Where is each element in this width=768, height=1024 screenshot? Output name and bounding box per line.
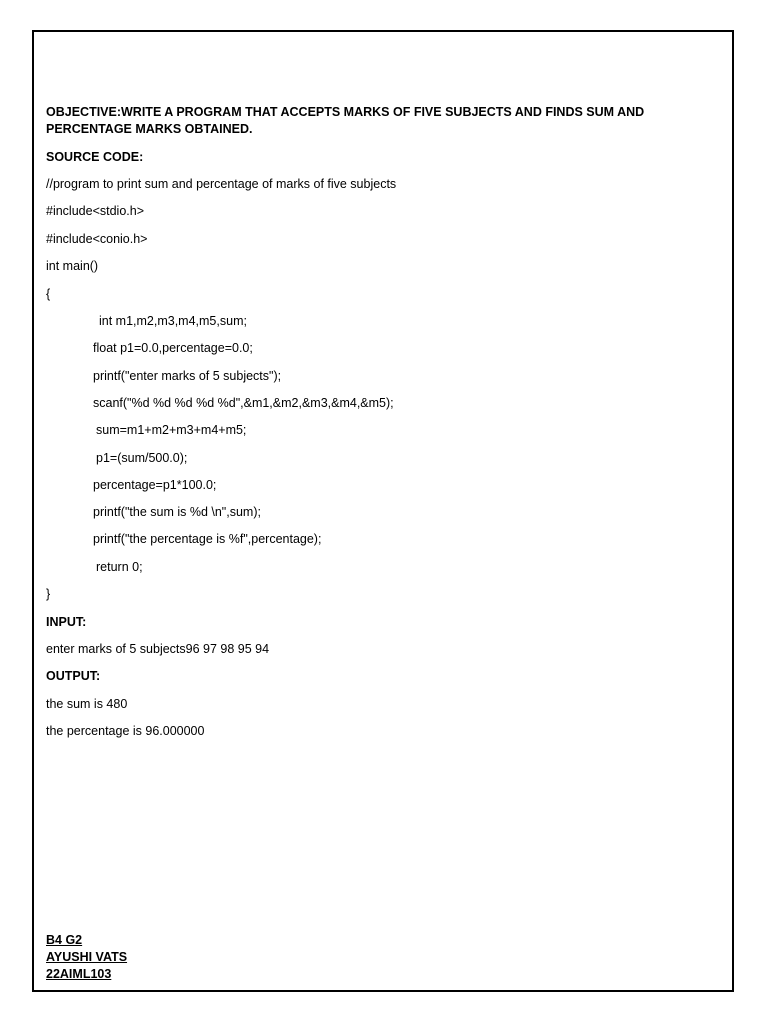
code-p1-stmt: p1=(sum/500.0);	[96, 451, 188, 465]
output-heading: OUTPUT:	[46, 669, 101, 683]
code-comment: //program to print sum and percentage of marks of five subjects	[46, 177, 397, 191]
input-text: enter marks of 5 subjects96 97 98 95 94	[46, 642, 270, 656]
code-percentage-stmt: percentage=p1*100.0;	[93, 478, 217, 492]
footer-block	[46, 932, 127, 983]
code-decl-int: int m1,m2,m3,m4,m5,sum;	[99, 314, 247, 328]
footer-roll: 22AIML103	[46, 967, 112, 981]
code-main: int main()	[46, 259, 99, 273]
code-include-stdio: #include<stdio.h>	[46, 204, 144, 218]
source-code-heading: SOURCE CODE:	[46, 150, 144, 164]
code-scanf: scanf("%d %d %d %d %d",&m1,&m2,&m3,&m4,&m5);	[93, 396, 394, 410]
code-return: return 0;	[96, 560, 143, 574]
objective-heading: OBJECTIVE:WRITE A PROGRAM THAT ACCEPTS MARKS OF FIVE SUBJECTS AND FINDS SUM AND PERCENTAGE MARKS OBTAINED.	[46, 105, 645, 136]
input-heading: INPUT:	[46, 615, 87, 629]
output-sum: the sum is 480	[46, 697, 128, 711]
code-decl-float: float p1=0.0,percentage=0.0;	[93, 341, 253, 355]
footer-batch: B4 G2	[46, 933, 83, 947]
code-sum-stmt: sum=m1+m2+m3+m4+m5;	[96, 423, 247, 437]
code-printf-prompt: printf("enter marks of 5 subjects");	[93, 369, 282, 383]
code-printf-percentage: printf("the percentage is %f",percentage);	[93, 532, 322, 546]
footer-name: AYUSHI VATS	[46, 950, 128, 964]
output-percentage: the percentage is 96.000000	[46, 724, 205, 738]
code-open-brace: {	[46, 287, 51, 301]
code-include-conio: #include<conio.h>	[46, 232, 148, 246]
code-close-brace: }	[46, 587, 51, 601]
code-printf-sum: printf("the sum is %d \n",sum);	[93, 505, 261, 519]
